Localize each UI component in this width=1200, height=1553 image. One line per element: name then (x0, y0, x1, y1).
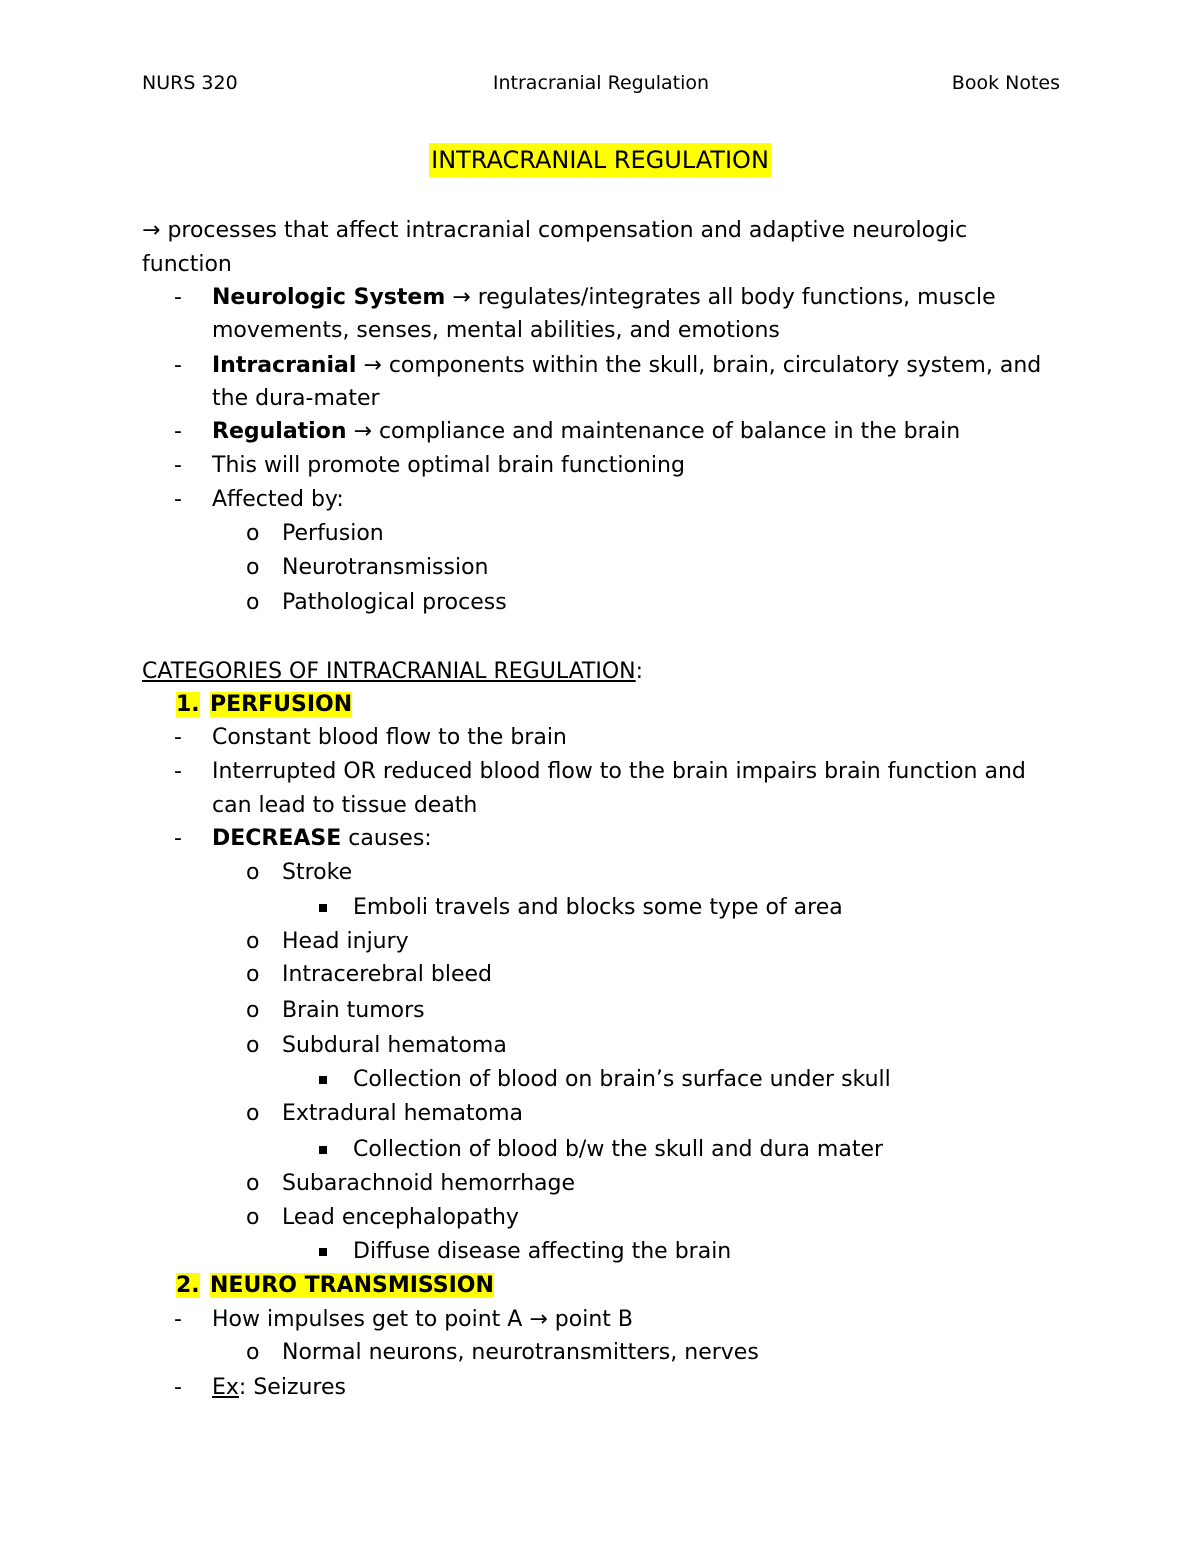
perfusion-point-cont: can lead to tissue death (212, 793, 478, 818)
square-bullet (319, 1146, 327, 1154)
cause-subitem: Collection of blood b/w the skull and dura mater (353, 1137, 884, 1162)
perfusion-point: Constant blood flow to the brain (212, 725, 567, 750)
header-topic: Intracranial Regulation (492, 72, 710, 94)
page-header (142, 72, 1060, 102)
definition-regulation: Regulation → compliance and maintenance of balance in the brain (212, 419, 961, 444)
header-note-type: Book Notes (951, 72, 1060, 94)
section-number: 2. (176, 1273, 200, 1298)
cause-subitem: Emboli travels and blocks some type of area (353, 895, 843, 920)
circle-bullet: o (246, 521, 260, 546)
affected-by-item: Perfusion (282, 521, 384, 546)
definition-neurologic-system-cont: movements, senses, mental abilities, and emotions (212, 318, 780, 343)
cause-item: Extradural hematoma (282, 1101, 524, 1126)
square-bullet (319, 1248, 327, 1256)
circle-bullet: o (246, 860, 260, 885)
dash-bullet: - (174, 419, 182, 444)
cause-item: Intracerebral bleed (282, 962, 493, 987)
cause-item: Brain tumors (282, 998, 425, 1023)
dash-bullet: - (174, 1307, 182, 1332)
affected-by-item: Neurotransmission (282, 555, 489, 580)
cause-item: Subdural hematoma (282, 1033, 507, 1058)
section-number: 1. (176, 692, 200, 717)
circle-bullet: o (246, 929, 260, 954)
perfusion-point: Interrupted OR reduced blood flow to the brain impairs brain function and (212, 759, 1026, 784)
section-title-neuro-transmission: NEURO TRANSMISSION (210, 1273, 494, 1298)
cause-item: Stroke (282, 860, 353, 885)
circle-bullet: o (246, 1340, 260, 1365)
arrow-icon: → (353, 419, 372, 444)
arrow-icon: → (529, 1307, 548, 1332)
dash-bullet: - (174, 826, 182, 851)
cause-item: Head injury (282, 929, 409, 954)
intro-line-1: → processes that affect intracranial compensation and adaptive neurologic (142, 218, 968, 243)
arrow-icon: → (142, 218, 161, 243)
circle-bullet: o (246, 998, 260, 1023)
categories-heading: CATEGORIES OF INTRACRANIAL REGULATION: (142, 659, 644, 684)
example-line: Ex: Seizures (212, 1375, 346, 1400)
affected-by-item: Pathological process (282, 590, 507, 615)
circle-bullet: o (246, 1033, 260, 1058)
circle-bullet: o (246, 1101, 260, 1126)
circle-bullet: o (246, 590, 260, 615)
dash-bullet: - (174, 759, 182, 784)
transmission-point: How impulses get to point A → point B (212, 1307, 633, 1332)
title-container (0, 143, 1200, 177)
circle-bullet: o (246, 555, 260, 580)
arrow-icon: → (363, 353, 382, 378)
circle-bullet: o (246, 1171, 260, 1196)
dash-bullet: - (174, 453, 182, 478)
definition-intracranial: Intracranial → components within the skull, brain, circulatory system, and (212, 353, 1042, 378)
transmission-subitem: Normal neurons, neurotransmitters, nerves (282, 1340, 759, 1365)
dash-bullet: - (174, 725, 182, 750)
circle-bullet: o (246, 962, 260, 987)
dash-bullet: - (174, 353, 182, 378)
arrow-icon: → (452, 285, 471, 310)
dash-bullet: - (174, 487, 182, 512)
circle-bullet: o (246, 1205, 260, 1230)
cause-item: Lead encephalopathy (282, 1205, 519, 1230)
dash-bullet: - (174, 285, 182, 310)
cause-subitem: Collection of blood on brain’s surface under skull (353, 1067, 891, 1092)
header-course: NURS 320 (142, 72, 238, 94)
square-bullet (319, 1076, 327, 1084)
decrease-causes-label: DECREASE causes: (212, 826, 432, 851)
cause-subitem: Diffuse disease affecting the brain (353, 1239, 732, 1264)
intro-line-2: function (142, 252, 232, 277)
dash-bullet: - (174, 1375, 182, 1400)
page-title: INTRACRANIAL REGULATION (429, 143, 771, 177)
affected-by-label: Affected by: (212, 487, 344, 512)
definition-neurologic-system: Neurologic System → regulates/integrates all body functions, muscle (212, 285, 996, 310)
promote-line: This will promote optimal brain functioning (212, 453, 685, 478)
section-title-perfusion: PERFUSION (210, 692, 353, 717)
cause-item: Subarachnoid hemorrhage (282, 1171, 576, 1196)
definition-intracranial-cont: the dura-mater (212, 386, 380, 411)
square-bullet (319, 904, 327, 912)
